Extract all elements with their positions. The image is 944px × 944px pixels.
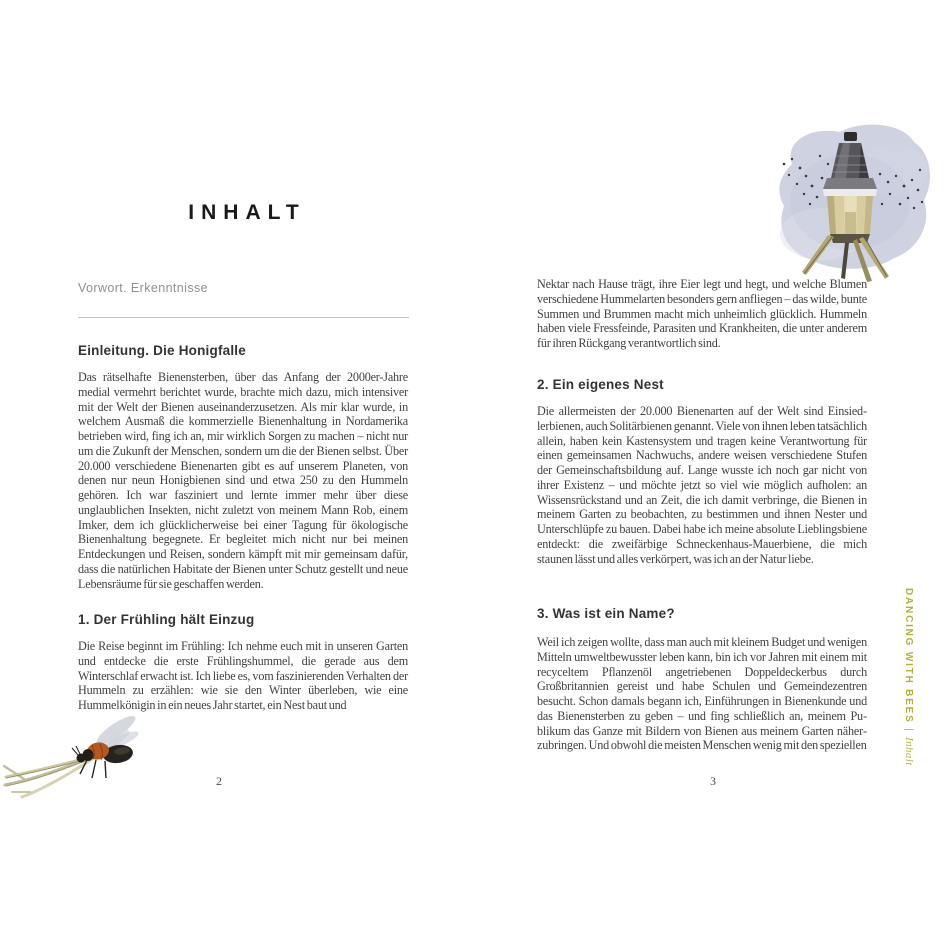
- toc-preface-entry: Vorwort. Erkenntnisse: [78, 281, 208, 295]
- toc-chapter1-text: Die Reise beginnt im Frühling: Ich nehme euch mit in unseren Garten und entdecke die erste Frühlingshummel, die gerade aus dem Winterschlaf erwacht ist. Ich liebe es, vom faszinierenden Verhalten der Hummeln zu erzählen: wie sie den Winter überleben, wie eine Hummelkönigin in ein neues Jahr startet, ein Nest baut und: [78, 639, 408, 712]
- beehive-illustration: [762, 112, 940, 284]
- toc-chapter3-heading: 3. Was ist ein Name?: [537, 606, 675, 621]
- toc-intro-heading: Einleitung. Die Honigfalle: [78, 343, 246, 358]
- toc-chapter2-heading: 2. Ein eigenes Nest: [537, 377, 664, 392]
- toc-chapter1-continuation-text: Nektar nach Hause trägt, ihre Eier legt und hegt, und welche Blumen verschiedene Hummelarten besonders gern anfliegen – das wilde, bunte Summen und Brummen macht mich unheimlich glücklich. Hummeln haben viele Fressfeinde, Parasiten und Krankheiten, die unter anderem für ihren Rückgang verantwortlich sind.: [537, 277, 867, 350]
- spine-book-title: DANCING WITH BEES: [903, 588, 914, 724]
- page-title: INHALT: [188, 201, 306, 224]
- toc-chapter1-heading: 1. Der Frühling hält Einzug: [78, 612, 255, 627]
- toc-intro-text: Das rätselhafte Bienensterben, über das Anfang der 2000er-Jahre medial vermehrt berichtet wurde, brachte mich dazu, mich intensiver mit der Welt der Bienen auseinanderzusetzen. Als mir klar wurde, in welchem Ausmaß die kommerzielle Bienenhaltung in Nordamerika betrieben wird, fing ich an, mir wirklich Sorgen zu machen – nicht nur um die Zukunft der Menschen, sondern um die der Bienen selbst. Über 20.000 verschiedene Bienenarten gibt es auf unserem Planeten, von denen nur neun Honigbienen sind und etwa 250 zu den Hummeln gehören. Ich war fasziniert und lernte immer mehr über diese unglaublichen Insekten, nicht zuletzt von meinem Mann Rob, einem Imker, dem ich glücklicherweise bei einer Tagung für ökologische Bienenhaltung begegnete. Er begleitet mich nicht nur bei meinen Entdeckungen und Reisen, sondern kämpft mit mir gemeinsam dafür, dass die natürlichen Habitate der Bienen unter Schutz gestellt und neue Lebensräume für sie geschaffen werden.: [78, 370, 408, 591]
- divider-rule: [78, 317, 409, 318]
- toc-chapter2-text: Die allermeisten der 20.000 Bienenarten auf der Welt sind Einsiedlerbienen, auch Solitärbienen genannt. Viele von ihnen leben tatsächlich allein, haben kein Kastensystem und tragen keine Verantwortung für einen gemeinsamen Nachwuchs, andere weisen verschiedene Stufen der Gemeinschaftsbildung auf. Lange wusste ich noch gar nicht von ihrer Existenz – und möchte jetzt so viel wie möglich aufholen: an Wissensrückstand und an Zeit, die ich damit verbringe, die Bienen in meinem Garten zu beobachten, zu bestimmen und ihnen Nester und Unterschlüpfe zu bauen. Dabei habe ich meine absolute Lieblingsbiene entdeckt: die zweifärbige Schneckenhaus-Mauerbiene, die mich staunen lässt und alles verkörpert, was ich an der Natur liebe.: [537, 404, 867, 566]
- page-number-right: 3: [710, 774, 716, 788]
- bee-carrying-twigs-illustration: [0, 700, 162, 812]
- spine-section-label: Inhalt: [903, 737, 914, 766]
- toc-chapter3-text: Weil ich zeigen wollte, dass man auch mit kleinem Budget und wenigen Mitteln umweltbewusster leben kann, bin ich vor Jahren mit einem mit recyceltem Pflanzenöl angetriebenen Doppeldeckerbus durch Großbritannien gereist und habe Schulen und Gemeindezentren besucht. Schon damals begann ich, Einführungen in Bienenkunde und das Bienensterben zu geben – und fing schließlich an, meinem Publikum das Ganze mit Bildern von Bienen aus meinem Garten näherzubringen. Und obwohl die meisten Menschen wenig mit den speziellen: [537, 635, 867, 753]
- page-number-left: 2: [216, 774, 222, 788]
- spine-separator: |: [903, 728, 914, 733]
- spine-label: [903, 588, 914, 766]
